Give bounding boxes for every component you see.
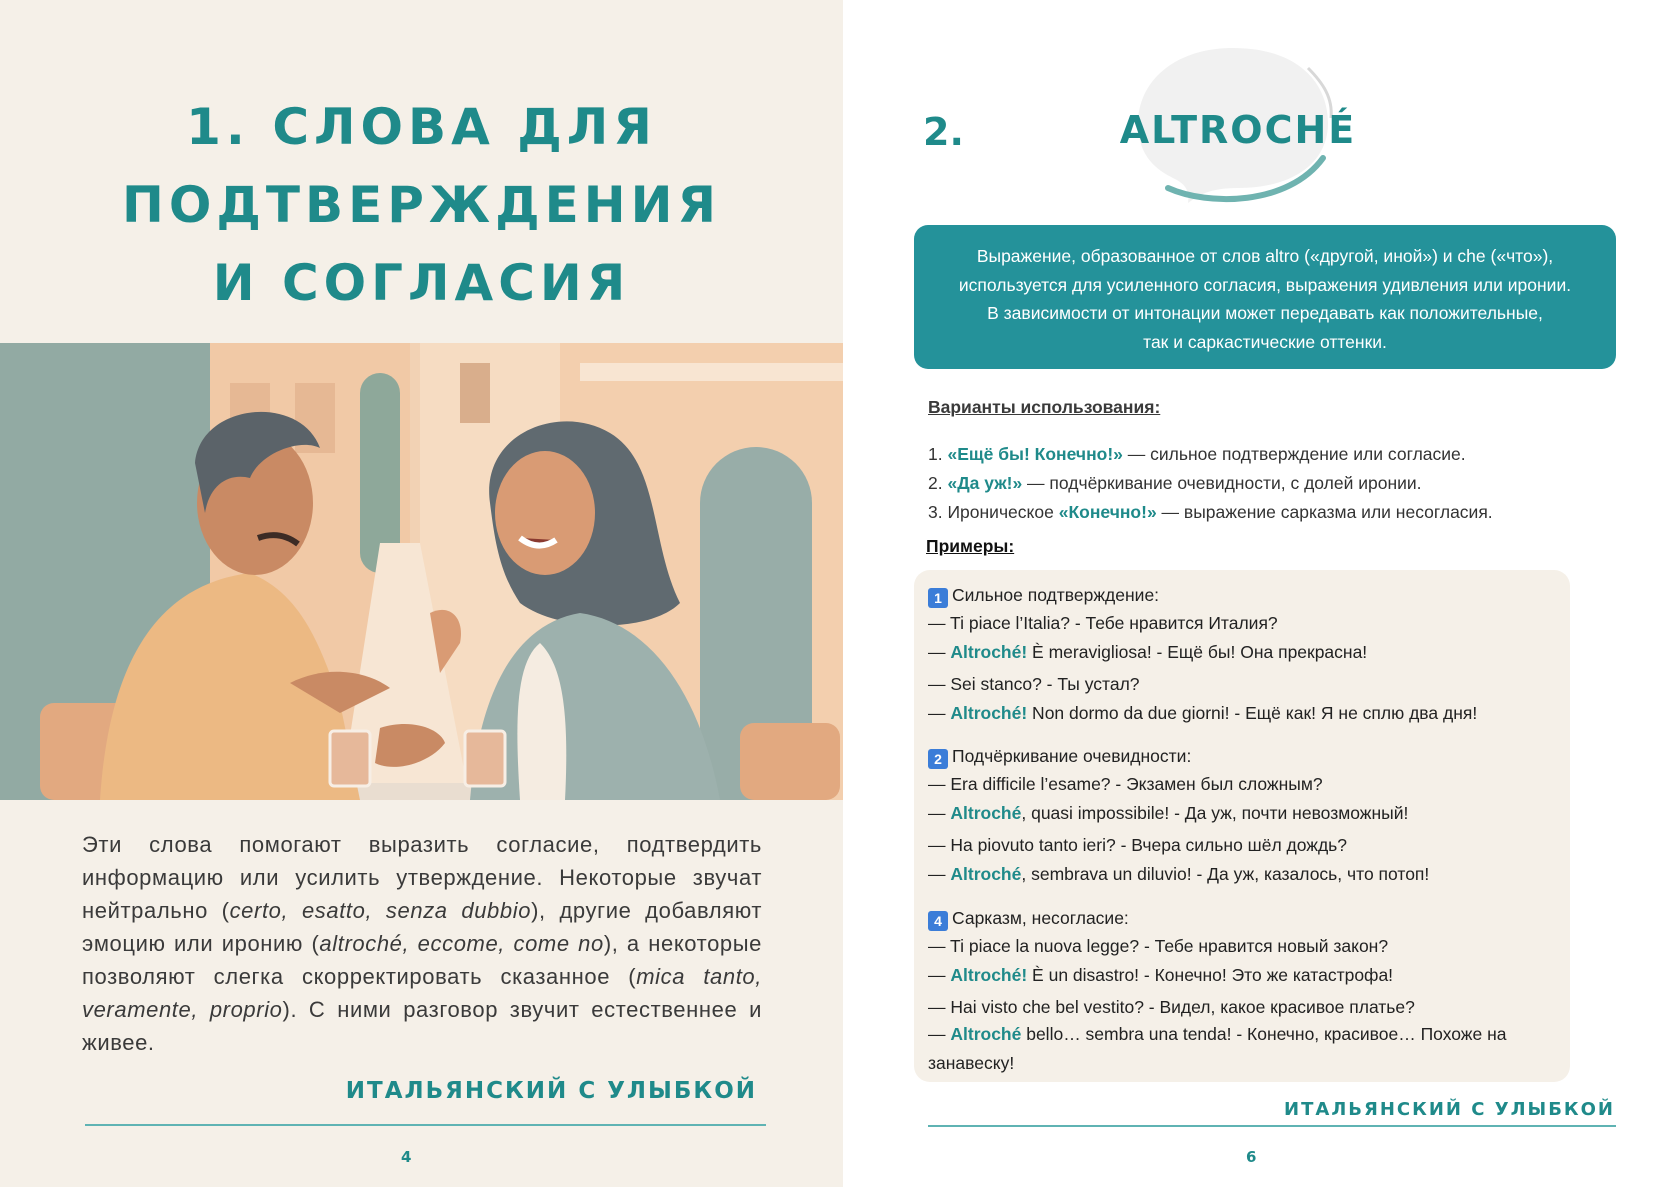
definition-line: В зависимости от интонации может передавать как положительные, <box>987 303 1543 323</box>
entry-word-title: ALTROCHÉ <box>1119 108 1357 152</box>
variants-list <box>928 440 1493 527</box>
definition-line: Выражение, образованное от слов altro («другой, иной») и che («что»), <box>976 246 1554 266</box>
definition-line: используется для усиленного согласия, выражения удивления или иронии. <box>958 274 1572 295</box>
footer-divider <box>85 1124 766 1126</box>
definition-box <box>914 225 1616 369</box>
example-line: — Hai visto che bel vestito? - Видел, какое красивое платье? <box>928 997 1415 1017</box>
title-line: 1. СЛОВА ДЛЯ <box>186 98 657 156</box>
example-line: — Altroché! Non dormo da due giorni! - Ещё как! Я не сплю два дня! <box>928 703 1478 723</box>
example-group-heading: 1 Сильное подтверждение: <box>928 585 1159 608</box>
paragraph-text: ), а некоторые позволяют слегка скорректировать сказанное ( <box>82 931 762 989</box>
italic-examples: certo, esatto, senza dubbio <box>229 898 532 923</box>
paragraph-text: ), другие добавляют эмоцию или иронию ( <box>82 898 762 956</box>
number-badge-icon: 2 <box>928 749 948 769</box>
brand-footer: ИТАЛЬЯНСКИЙ С УЛЫБКОЙ <box>345 1078 757 1104</box>
brand-footer: ИТАЛЬЯНСКИЙ С УЛЫБКОЙ <box>1284 1099 1615 1120</box>
left-page-title <box>0 88 843 322</box>
example-line: — Altroché, sembrava un diluvio! - Да уж, казалось, что потоп! <box>928 864 1430 884</box>
intro-paragraph <box>82 828 762 1059</box>
page-number: 4 <box>401 1148 412 1166</box>
italic-examples: mica tanto, veramente, proprio <box>82 964 762 1022</box>
example-line: — Era difficile l’esame? - Экзамен был сложным? <box>928 774 1323 794</box>
variant-item: 1. «Ещё бы! Конечно!» — сильное подтверждение или согласие. <box>928 444 1466 464</box>
variant-item: 3. Ироническое «Конечно!» — выражение сарказма или несогласия. <box>928 502 1493 522</box>
example-line: — Ti piace l’Italia? - Тебе нравится Италия? <box>928 613 1278 633</box>
footer-divider <box>928 1125 1616 1127</box>
examples-heading: Примеры: <box>926 536 1015 556</box>
number-badge-icon: 1 <box>928 588 948 608</box>
example-line: — Altroché! È meravigliosa! - Ещё бы! Она прекрасна! <box>928 642 1368 662</box>
example-line: — Ha piovuto tanto ieri? - Вчера сильно шёл дождь? <box>928 835 1348 855</box>
example-line: — Altroché, quasi impossibile! - Да уж, почти невозможный! <box>928 803 1409 823</box>
paragraph-text: ). С ними разговор звучит естественнее и живее. <box>82 997 762 1055</box>
number-badge-icon: 4 <box>928 911 948 931</box>
example-line: — Ti piace la nuova legge? - Тебе нравится новый закон? <box>928 936 1389 956</box>
italic-examples: altroché, eccome, come no <box>319 931 604 956</box>
variants-heading: Варианты использования: <box>928 397 1161 417</box>
example-line: — Sei stanco? - Ты устал? <box>928 674 1140 694</box>
cafe-conversation-illustration <box>0 343 843 800</box>
title-line: И СОГЛАСИЯ <box>212 254 631 312</box>
paragraph-text: Эти слова помогают выразить согласие, подтвердить информацию или усилить утверждение. Некоторые звучат нейтрально ( <box>82 832 762 923</box>
example-group-heading: 2 Подчёркивание очевидности: <box>928 746 1191 769</box>
illustration-svg <box>0 343 843 800</box>
page-number: 6 <box>1246 1148 1257 1166</box>
example-group-heading: 4 Сарказм, несогласие: <box>928 908 1129 931</box>
variant-item: 2. «Да уж!» — подчёркивание очевидности, с долей иронии. <box>928 473 1422 493</box>
example-line: — Altroché! È un disastro! - Конечно! Это же катастрофа! <box>928 965 1394 985</box>
example-line: — Altroché bello… sembra una tenda! - Конечно, красивое… Похоже на занавеску! <box>928 1024 1507 1073</box>
entry-number: 2. <box>923 110 964 154</box>
title-line: ПОДТВЕРЖДЕНИЯ <box>122 176 721 234</box>
definition-line: так и саркастические оттенки. <box>1143 331 1387 352</box>
right-page <box>843 0 1680 1187</box>
